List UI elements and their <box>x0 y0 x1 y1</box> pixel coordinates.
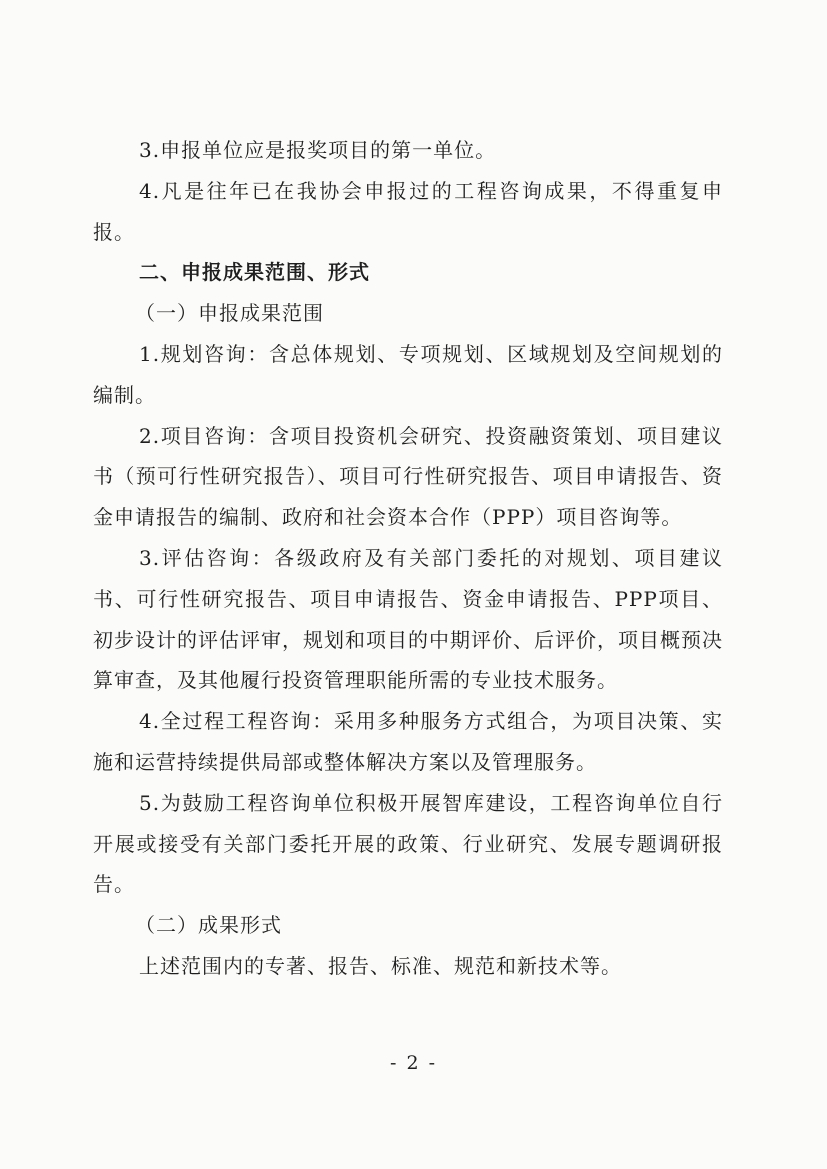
subheading-form: （二）成果形式 <box>135 913 282 938</box>
paragraph-form-content: 上述范围内的专著、报告、标准、规范和新技术等。 <box>139 953 622 978</box>
paragraph-whole-process-consulting: 4.全过程工程咨询：采用多种服务方式组合，为项目决策、实施和运营持续提供局部或整体解决方案以及管理服务。 <box>93 709 723 774</box>
document-body <box>93 130 723 987</box>
paragraph-project-consulting: 2.项目咨询：含项目投资机会研究、投资融资策划、项目建议书（预可行性研究报告）、项目可行性研究报告、项目申请报告、资金申请报告的编制、政府和社会资本合作（PPP）项目咨询等。 <box>93 423 723 530</box>
paragraph-planning-consulting: 1.规划咨询：含总体规划、专项规划、区域规划及空间规划的编制。 <box>93 341 723 407</box>
paragraph-item-4: 4.凡是往年已在我协会申报过的工程咨询成果，不得重复申报。 <box>93 178 723 244</box>
subheading-scope: （一）申报成果范围 <box>135 301 324 326</box>
page-number: - 2 - <box>389 1052 437 1074</box>
paragraph-evaluation-consulting: 3.评估咨询：各级政府及有关部门委托的对规划、项目建议书、可行性研究报告、项目申请报告、资金申请报告、PPP项目、初步设计的评估评审，规划和项目的中期评价、后评价，项目概预决算审查，及其他履行投资管理职能所需的专业技术服务。 <box>93 545 723 693</box>
section-heading-scope-form: 二、申报成果范围、形式 <box>139 260 370 285</box>
paragraph-think-tank: 5.为鼓励工程咨询单位积极开展智库建设，工程咨询单位自行开展或接受有关部门委托开展的政策、行业研究、发展专题调研报告。 <box>93 790 723 897</box>
paragraph-item-3: 3.申报单位应是报奖项目的第一单位。 <box>139 138 497 162</box>
